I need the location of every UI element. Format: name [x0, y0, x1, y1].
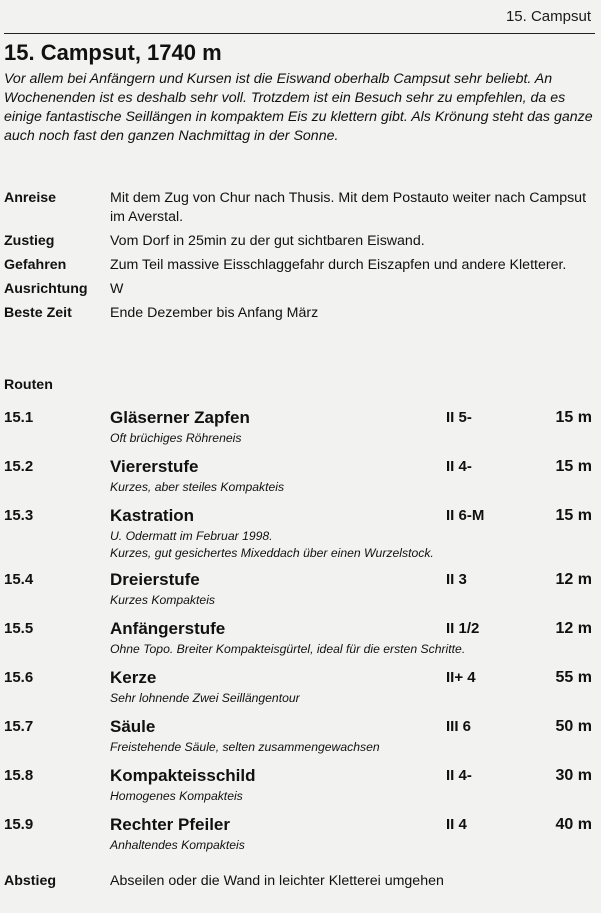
route-number: 15.9 [4, 816, 34, 833]
route-description: Ohne Topo. Breiter Kompakteisgürtel, ideal für die ersten Schritte. [110, 642, 466, 656]
route-grade: II+ 4 [446, 669, 476, 686]
route-name: Rechter Pfeiler [110, 815, 230, 834]
route-length: 15 m [555, 458, 592, 475]
info-row-ausrichtung [4, 280, 596, 299]
route-grade: II 3 [446, 571, 467, 588]
info-row-gefahren [4, 256, 596, 275]
routes-list [4, 408, 596, 864]
route-grade: II 4- [446, 767, 472, 784]
route-item [4, 717, 596, 766]
route-grade: II 5- [446, 409, 472, 426]
info-label: Ausrichtung [4, 281, 88, 297]
route-description: Anhaltendes Kompakteis [110, 838, 245, 852]
route-description: U. Odermatt im Februar 1998. Kurzes, gut gesichertes Mixeddach über einen Wurzelstock. [110, 529, 434, 560]
route-grade: II 4- [446, 458, 472, 475]
route-item [4, 570, 596, 619]
route-grade: II 1/2 [446, 620, 480, 637]
route-name: Viererstufe [110, 457, 199, 476]
route-item [4, 506, 596, 570]
info-value: Vom Dorf in 25min zu der gut sichtbaren Eiswand. [110, 233, 425, 249]
route-name: Kastration [110, 506, 195, 525]
route-length: 50 m [555, 718, 592, 735]
info-value: Ende Dezember bis Anfang März [110, 305, 319, 321]
route-number: 15.2 [4, 458, 34, 475]
info-value: W [110, 281, 124, 297]
route-grade: II 4 [446, 816, 467, 833]
route-length: 55 m [555, 669, 592, 686]
route-description: Kurzes Kompakteis [110, 593, 215, 607]
route-name: Anfängerstufe [110, 619, 226, 638]
route-name: Säule [110, 717, 156, 736]
route-item [4, 668, 596, 717]
route-item [4, 815, 596, 864]
route-description: Kurzes, aber steiles Kompakteis [110, 480, 285, 494]
route-name: Gläserner Zapfen [110, 408, 250, 427]
routes-heading: Routen [4, 377, 53, 393]
route-number: 15.6 [4, 669, 34, 686]
route-description: Oft brüchiges Röhreneis [110, 431, 242, 445]
route-item [4, 766, 596, 815]
page-title: 15. Campsut, 1740 m [4, 40, 222, 65]
descent-row [4, 873, 596, 889]
info-label: Gefahren [4, 257, 67, 273]
descent-label: Abstieg [4, 873, 57, 889]
info-label: Anreise [4, 190, 57, 206]
route-item [4, 619, 596, 668]
info-row-zustieg [4, 232, 596, 251]
route-number: 15.4 [4, 571, 34, 588]
route-grade: III 6 [446, 718, 472, 735]
route-name: Kompakteisschild [110, 766, 256, 785]
route-description: Sehr lohnende Zwei Seillängentour [110, 691, 300, 705]
route-grade: II 6-M [446, 507, 485, 524]
route-number: 15.3 [4, 507, 34, 524]
route-length: 30 m [555, 767, 592, 784]
route-item [4, 408, 596, 457]
route-length: 12 m [555, 571, 592, 588]
info-table [4, 189, 596, 328]
info-row-anreise [4, 189, 596, 227]
route-name: Dreierstufe [110, 570, 200, 589]
route-description: Freistehende Säule, selten zusammengewachsen [110, 740, 380, 754]
info-value: Zum Teil massive Eisschlaggefahr durch Eiszapfen und andere Kletterer. [110, 257, 567, 273]
route-item [4, 457, 596, 506]
running-header: 15. Campsut [505, 8, 591, 25]
route-description: Homogenes Kompakteis [110, 789, 243, 803]
route-number: 15.7 [4, 718, 34, 735]
route-number: 15.1 [4, 409, 34, 426]
route-number: 15.5 [4, 620, 34, 637]
intro-paragraph: Vor allem bei Anfängern und Kursen ist die Eiswand oberhalb Campsut sehr beliebt. An Wochenenden ist es deshalb sehr voll. Trotzdem ist ein Besuch sehr zu empfehlen, da es einige fantastische Seillängen in kompaktem Eis zu klettern gibt. Als Krönung steht das ganze auch noch fast den ganzen Nachmittag in der Sonne. [4, 71, 593, 144]
info-label: Zustieg [4, 233, 55, 249]
route-length: 12 m [555, 620, 592, 637]
route-length: 40 m [555, 816, 592, 833]
descent-value: Abseilen oder die Wand in leichter Kletterei umgehen [110, 873, 444, 889]
route-name: Kerze [110, 668, 157, 687]
route-number: 15.8 [4, 767, 34, 784]
header-rule [4, 33, 595, 34]
info-value: Mit dem Zug von Chur nach Thusis. Mit dem Postauto weiter nach Campsut im Averstal. [110, 190, 587, 225]
route-length: 15 m [555, 409, 592, 426]
info-label: Beste Zeit [4, 305, 72, 321]
route-length: 15 m [555, 507, 592, 524]
info-row-beste-zeit [4, 304, 596, 323]
